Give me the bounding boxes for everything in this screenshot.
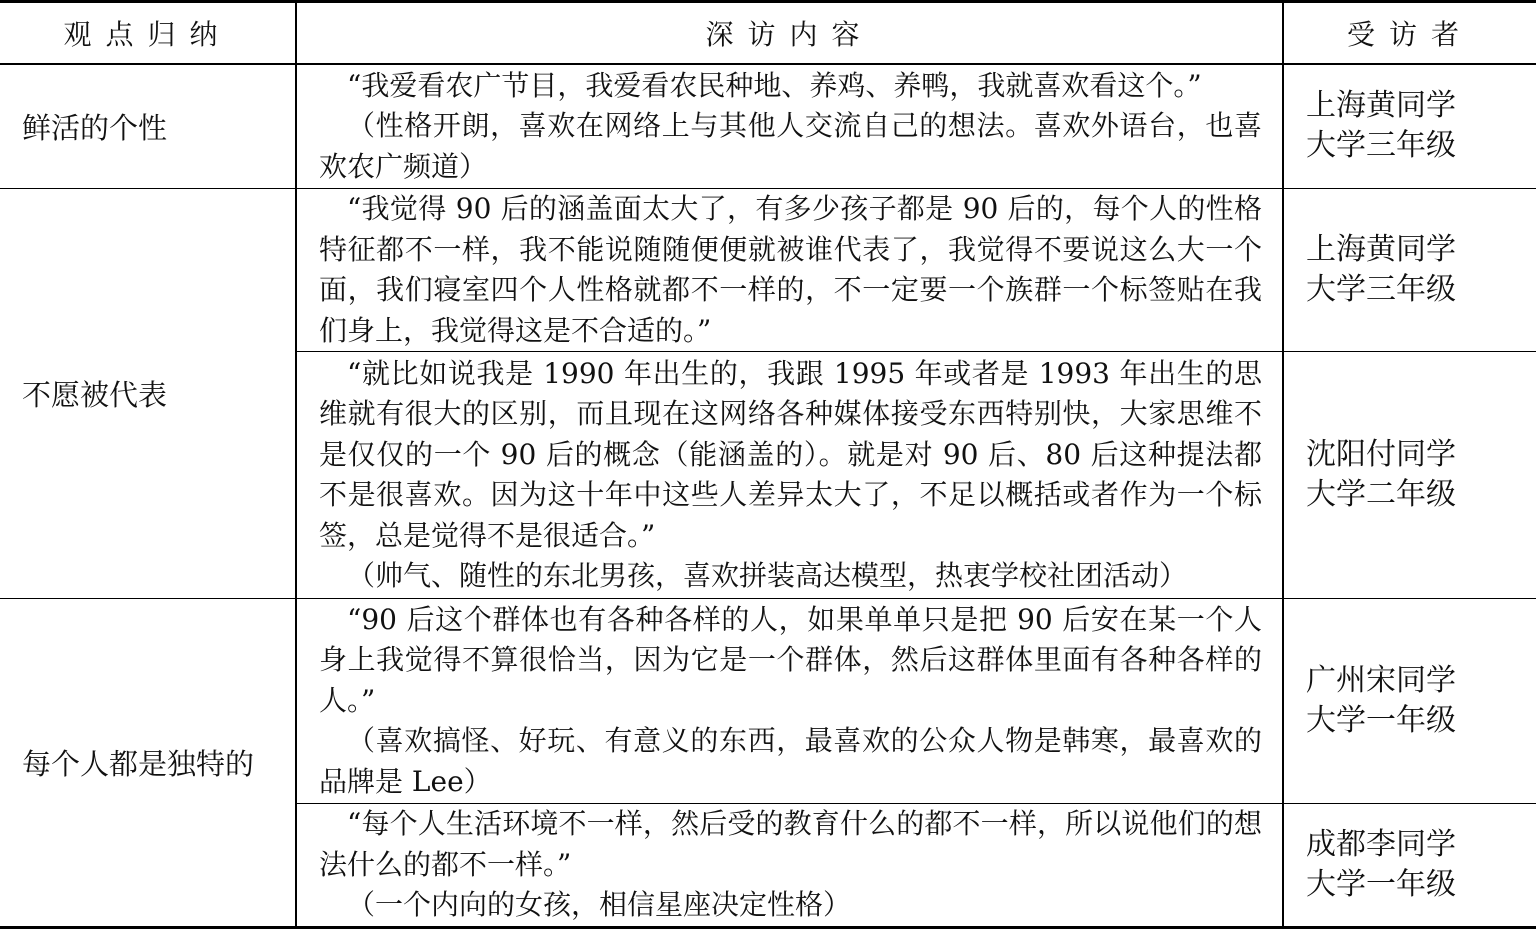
- interviewee-grade: 大学一年级: [1306, 866, 1456, 902]
- interviewee-city-name: 广州宋同学: [1306, 662, 1456, 698]
- interviewee-city-name: 沈阳付同学: [1306, 437, 1456, 473]
- quote-text: “我爱看农广节目，我爱看农民种地、养鸡、养鸭，我就喜欢看这个。”: [347, 68, 1202, 102]
- interviewee-grade: 大学一年级: [1306, 702, 1456, 738]
- interviewee-cell: [1283, 803, 1536, 927]
- table-row: [0, 599, 1536, 803]
- table-row: [0, 64, 1536, 188]
- interviewee-note: （喜欢搞怪、好玩、有意义的东西，最喜欢的公众人物是韩寒，最喜欢的品牌是 Lee）: [319, 724, 1262, 798]
- interviewee-cell: [1283, 64, 1536, 188]
- interviewee-grade: 大学三年级: [1306, 272, 1456, 308]
- table-row: [0, 188, 1536, 352]
- interviewee-cell: [1283, 599, 1536, 803]
- viewpoint-cell: 鲜活的个性: [0, 64, 296, 188]
- interview-content-cell: [296, 64, 1283, 188]
- interviewee-city-name: 上海黄同学: [1306, 232, 1456, 268]
- interview-content-cell: [296, 188, 1283, 352]
- viewpoint-cell: 不愿被代表: [0, 188, 296, 598]
- quote-text: “每个人生活环境不一样，然后受的教育什么的都不一样，所以说他们的想法什么的都不一样。”: [319, 807, 1262, 881]
- header-viewpoint: 观点归纳: [0, 2, 296, 65]
- interviewee-note: （一个内向的女孩，相信星座决定性格）: [347, 888, 852, 922]
- interviewee-city-name: 上海黄同学: [1306, 88, 1456, 124]
- interview-content-cell: [296, 352, 1283, 599]
- header-interview-content: 深访内容: [296, 2, 1283, 65]
- interview-content-cell: [296, 599, 1283, 803]
- interviewee-grade: 大学三年级: [1306, 128, 1456, 164]
- viewpoint-cell: 每个人都是独特的: [0, 599, 296, 928]
- interviewee-city-name: 成都李同学: [1306, 826, 1456, 862]
- interviewee-note: （帅气、随性的东北男孩，喜欢拼装高达模型，热衷学校社团活动）: [347, 559, 1188, 593]
- header-interviewee: 受访者: [1283, 2, 1536, 65]
- interviewee-cell: [1283, 352, 1536, 599]
- interview-content-cell: [296, 803, 1283, 927]
- interviewee-note: （性格开朗，喜欢在网络上与其他人交流自己的想法。喜欢外语台，也喜欢农广频道）: [319, 109, 1262, 183]
- table-header-row: [0, 2, 1536, 65]
- quote-text: “我觉得 90 后的涵盖面太大了，有多少孩子都是 90 后的，每个人的性格特征都不一样，我不能说随随便便就被谁代表了，我觉得不要说这么大一个面，我们寝室四个人性格就都不一样的，不一定要一个族群一个标签贴在我们身上，我觉得这是不合适的。”: [319, 192, 1262, 347]
- quote-text: “90 后这个群体也有各种各样的人，如果单单只是把 90 后安在某一个人身上我觉得不算很恰当，因为它是一个群体，然后这群体里面有各种各样的人。”: [319, 602, 1262, 717]
- quote-text: “就比如说我是 1990 年出生的，我跟 1995 年或者是 1993 年出生的思维就有很大的区别，而且现在这网络各种媒体接受东西特别快，大家思维不是仅仅的一个 90 后的概念（能涵盖的）。就是对 90 后、80 后这种提法都不是很喜欢。因为这十年中这些人差异太大了，不足以概括或者作为一个标签，总是觉得不是很适合。”: [319, 356, 1262, 552]
- interviewee-cell: [1283, 188, 1536, 352]
- interviewee-grade: 大学二年级: [1306, 477, 1456, 513]
